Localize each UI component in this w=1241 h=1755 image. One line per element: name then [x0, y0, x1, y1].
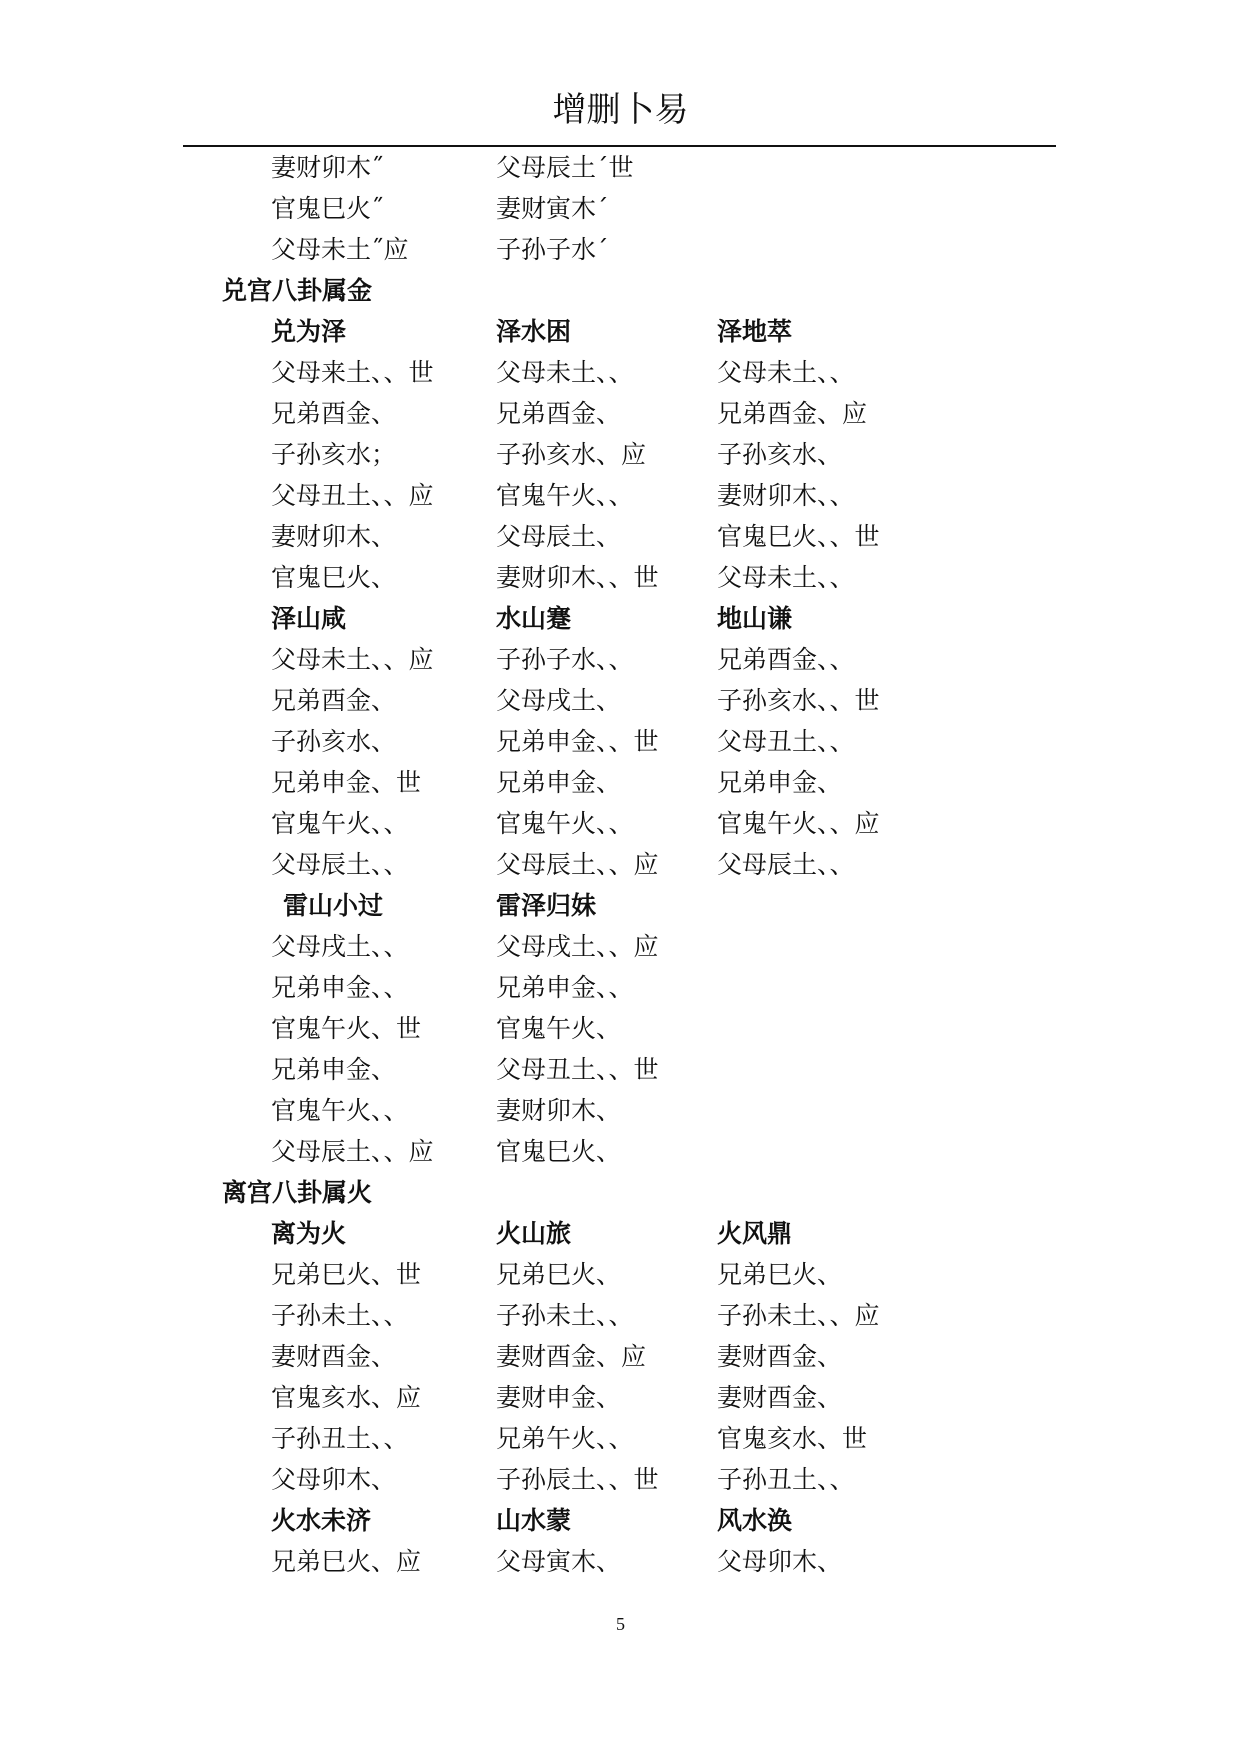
hexagram-line: 父母戌土、、: [271, 932, 409, 961]
hexagram-line: 父母寅木、: [496, 1547, 622, 1576]
hexagram-line: 父母未土˝应: [271, 235, 409, 264]
hexagram-line-row: [0, 1418, 1241, 1459]
hexagram-line-row: [0, 1254, 1241, 1295]
hexagram-header-row: [0, 1213, 1241, 1254]
hexagram-line: 父母卯木、: [271, 1465, 397, 1494]
hexagram-name: 风水涣: [717, 1506, 793, 1535]
hexagram-line: 子孙亥水、、世: [717, 686, 880, 715]
hexagram-line: 子孙亥水、: [717, 440, 843, 469]
hexagram-line-row: [0, 967, 1241, 1008]
hexagram-line-row: [0, 926, 1241, 967]
hexagram-header-row: [0, 1500, 1241, 1541]
hexagram-line: 妻财卯木˝: [271, 153, 384, 182]
hexagram-line: 兄弟酉金、应: [717, 399, 868, 428]
hexagram-line: 官鬼午火、、: [271, 1096, 409, 1125]
hexagram-line: 子孙丑土、、: [717, 1465, 855, 1494]
hexagram-line: 官鬼午火、、: [496, 481, 634, 510]
hexagram-line: 妻财申金、: [496, 1383, 622, 1412]
hexagram-line: 父母戌土、: [496, 686, 622, 715]
hexagram-line: 父母丑土、、: [717, 727, 855, 756]
hexagram-line-row: [0, 762, 1241, 803]
hexagram-line: 兄弟酉金、: [496, 399, 622, 428]
hexagram-line: 官鬼亥水、世: [717, 1424, 868, 1453]
hexagram-line: 兄弟巳火、应: [271, 1547, 422, 1576]
page-number: 5: [616, 1614, 625, 1634]
hexagram-line: 官鬼午火、: [496, 1014, 622, 1043]
hexagram-line: 父母辰土΄世: [496, 153, 634, 182]
hexagram-line: 官鬼午火、、: [271, 809, 409, 838]
hexagram-name: 火风鼎: [717, 1219, 793, 1248]
hexagram-line: 子孙亥水、应: [496, 440, 647, 469]
hexagram-line-row: [0, 721, 1241, 762]
hexagram-line: 妻财卯木、、: [717, 481, 855, 510]
hexagram-line: 父母辰土、、应: [496, 850, 659, 879]
hexagram-line: 子孙未土、、: [496, 1301, 634, 1330]
hexagram-line: 父母辰土、、: [717, 850, 855, 879]
hexagram-name: 泽水困: [496, 317, 572, 346]
hexagram-line: 父母丑土、、世: [496, 1055, 659, 1084]
hexagram-line-row: [0, 434, 1241, 475]
hexagram-line: 官鬼巳火、: [496, 1137, 622, 1166]
hexagram-name: 离为火: [271, 1219, 347, 1248]
hexagram-line: 妻财酉金、: [717, 1383, 843, 1412]
hexagram-name: 地山谦: [717, 604, 793, 633]
hexagram-line: 子孙子水、、: [496, 645, 634, 674]
hexagram-line-row: [0, 1008, 1241, 1049]
section-heading-li: 离宫八卦属火: [222, 1178, 373, 1207]
hexagram-line: 父母未土、、应: [271, 645, 434, 674]
hexagram-name: 泽山咸: [271, 604, 347, 633]
hexagram-line: 子孙丑土、、: [271, 1424, 409, 1453]
hexagram-header-row: [0, 311, 1241, 352]
hexagram-name: 兑为泽: [271, 317, 347, 346]
hexagram-line: 父母卯木、: [717, 1547, 843, 1576]
hexagram-line: 子孙辰土、、世: [496, 1465, 659, 1494]
hexagram-line: 官鬼巳火、、世: [717, 522, 880, 551]
hexagram-line: 子孙未土、、应: [717, 1301, 880, 1330]
hexagram-line-row: [0, 1295, 1241, 1336]
hexagram-line: 兄弟申金、、: [271, 973, 409, 1002]
hexagram-line: 官鬼午火、、: [496, 809, 634, 838]
hexagram-line: 官鬼午火、、应: [717, 809, 880, 838]
hexagram-line-row: [0, 1131, 1241, 1172]
hexagram-line: 兄弟申金、、世: [496, 727, 659, 756]
hexagram-line: 兄弟申金、、: [496, 973, 634, 1002]
hexagram-line-row: [0, 1377, 1241, 1418]
hexagram-line: 兄弟酉金、、: [717, 645, 855, 674]
hexagram-line: 妻财寅木΄: [496, 194, 609, 223]
hexagram-line: 父母辰土、、: [271, 850, 409, 879]
hexagram-line-row: [0, 1541, 1241, 1582]
hexagram-line: 父母丑土、、应: [271, 481, 434, 510]
hexagram-line: 官鬼午火、世: [271, 1014, 422, 1043]
hexagram-line: 妻财酉金、: [271, 1342, 397, 1371]
hexagram-line-row: [0, 475, 1241, 516]
hexagram-line: 妻财卯木、、世: [496, 563, 659, 592]
hexagram-line: 兄弟申金、: [717, 768, 843, 797]
hexagram-name: 泽地萃: [717, 317, 793, 346]
hexagram-line: 妻财卯木、: [271, 522, 397, 551]
hexagram-line-row: [0, 803, 1241, 844]
hexagram-line: 官鬼巳火、: [271, 563, 397, 592]
hexagram-line: 兄弟酉金、: [271, 686, 397, 715]
page-title: 增删卜易: [552, 90, 689, 130]
hexagram-line: 父母未土、、: [717, 358, 855, 387]
hexagram-line-row: [0, 516, 1241, 557]
hexagram-line-row: [0, 229, 1241, 270]
hexagram-line: 兄弟申金、世: [271, 768, 422, 797]
hexagram-line: 父母辰土、、应: [271, 1137, 434, 1166]
hexagram-line-row: [0, 680, 1241, 721]
hexagram-line: 父母未土、、: [496, 358, 634, 387]
hexagram-line: 兄弟巳火、世: [271, 1260, 422, 1289]
hexagram-name: 火山旅: [496, 1219, 572, 1248]
hexagram-name: 山水蒙: [496, 1506, 572, 1535]
hexagram-name: 火水未济: [271, 1506, 372, 1535]
hexagram-header-row: [0, 885, 1241, 926]
hexagram-line-row: [0, 352, 1241, 393]
hexagram-line: 妻财酉金、: [717, 1342, 843, 1371]
hexagram-line: 父母来土、、世: [271, 358, 434, 387]
hexagram-header-row: [0, 598, 1241, 639]
hexagram-line: 子孙亥水、: [271, 727, 397, 756]
hexagram-line: 妻财酉金、应: [496, 1342, 647, 1371]
hexagram-line: 兄弟午火、、: [496, 1424, 634, 1453]
hexagram-line: 兄弟酉金、: [271, 399, 397, 428]
hexagram-name: 雷山小过: [283, 891, 384, 920]
hexagram-line: 兄弟巳火、: [496, 1260, 622, 1289]
hexagram-line-row: [0, 1090, 1241, 1131]
hexagram-line-row: [0, 639, 1241, 680]
hexagram-line-row: [0, 188, 1241, 229]
hexagram-name: 雷泽归妹: [496, 891, 597, 920]
hexagram-line: 子孙子水΄: [496, 235, 609, 264]
hexagram-line-row: [0, 844, 1241, 885]
hexagram-line: 兄弟巳火、: [717, 1260, 843, 1289]
section-heading-dui: 兑宫八卦属金: [222, 276, 373, 305]
hexagram-line: 父母未土、、: [717, 563, 855, 592]
hexagram-line: 官鬼亥水、应: [271, 1383, 422, 1412]
hexagram-line: 兄弟申金、: [271, 1055, 397, 1084]
hexagram-line-row: [0, 147, 1241, 188]
hexagram-line-row: [0, 1459, 1241, 1500]
hexagram-line: 妻财卯木、: [496, 1096, 622, 1125]
hexagram-line: 兄弟申金、: [496, 768, 622, 797]
hexagram-line: 父母辰土、: [496, 522, 622, 551]
hexagram-line: 子孙未土、、: [271, 1301, 409, 1330]
hexagram-line-row: [0, 1049, 1241, 1090]
hexagram-line-row: [0, 393, 1241, 434]
hexagram-line: 官鬼巳火˝: [271, 194, 384, 223]
hexagram-line: 父母戌土、、应: [496, 932, 659, 961]
hexagram-name: 水山蹇: [496, 604, 572, 633]
hexagram-line: 子孙亥水；: [271, 440, 397, 469]
hexagram-line-row: [0, 557, 1241, 598]
hexagram-line-row: [0, 1336, 1241, 1377]
